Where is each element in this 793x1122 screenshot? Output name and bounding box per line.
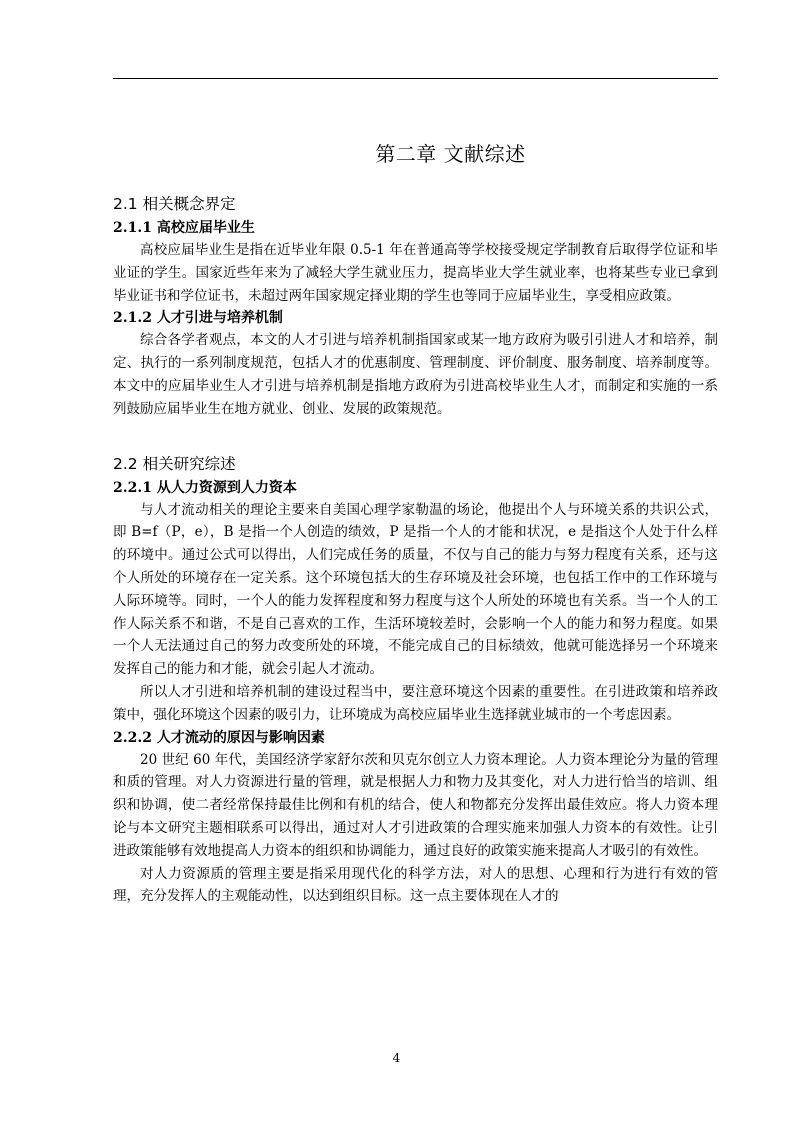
- section-2-2-1-title: 2.2.1 从人力资源到人力资本: [113, 479, 297, 496]
- header-rule: [113, 78, 718, 79]
- section-2-1-1-title: 2.1.1 高校应届毕业生: [113, 220, 255, 236]
- chapter-title: 第二章 文献综述: [375, 142, 526, 166]
- section-2-2-title: 2.2 相关研究综述: [113, 454, 236, 473]
- page-content: [113, 138, 718, 908]
- section-2-2-2-paragraph-2: 对人力资源质的管理主要是指采用现代化的科学方法，对人的思想、心理和行为进行有效的管理，充分发挥人的主观能动性，以达到组织目标。这一点主要体现在人才的: [113, 865, 718, 905]
- section-2-1-2-title: 2.1.2 人才引进与培养机制: [113, 310, 283, 327]
- section-2-2-2-paragraph-1: 20 世纪 60 年代，美国经济学家舒尔茨和贝克尔创立人力资本理论。人力资本理论分为量的管理和质的管理。对人力资源进行量的管理，就是根据人力和物力及其变化，对人力进行恰当的培训、组织和协调，使二者经常保持最佳比例和有机的结合，使人和物都充分发挥出最佳效应。将人力资本理论与本文研究主题相联系可以得出，通过对人才引进政策的合理实施来加强人力资本的有效性。让引进政策能够有效地提高人力资本的组织和协调能力，通过良好的政策实施来提高人才吸引的有效性。: [113, 751, 718, 859]
- section-2-2-1-paragraph-1: 与人才流动相关的理论主要来自美国心理学家勒温的场论，他提出个人与环境关系的共识公式，即 B=f（P，e），B 是指一个人创造的绩效，P 是指一个人的才能和状况，e 是指这个人处于什么样的环境中。通过公式可以得出，人们完成任务的质量，不仅与自己的能力与努力程度有关系，还与这个人所处的环境存在一定关系。这个环境包括大的生存环境及社会环境，也包括工作中的工作环境与人际环境等。同时，一个人的能力发挥程度和努力程度与这个人所处的环境也有关系。当一个人的工作人际关系不和谐，不是自己喜欢的工作，生活环境较差时，会影响一个人的能力和努力程度。如果一个人无法通过自己的努力改变所处的环境，不能完成自己的目标绩效，他就可能选择另一个环境来发挥自己的能力和才能，就会引起人才流动。: [113, 501, 718, 678]
- section-2-1-2-paragraph: 综合各学者观点，本文的人才引进与培养机制指国家或某一地方政府为吸引引进人才和培养，制定、执行的一系列制度规范，包括人才的优惠制度、管理制度、评价制度、服务制度、培养制度等。本文中的应届毕业生人才引进与培养机制是指地方政府为引进高校毕业生人才，而制定和实施的一系列鼓励应届毕业生在地方就业、创业、发展的政策规范。: [113, 332, 718, 417]
- section-gap: [113, 421, 718, 451]
- section-2-2-2-title: 2.2.2 人才流动的原因与影响因素: [113, 729, 325, 746]
- page-number: 4: [392, 1051, 401, 1065]
- section-2-2-1-paragraph-2: 所以人才引进和培养机制的建设过程当中，要注意环境这个因素的重要性。在引进政策和培养政策中，强化环境这个因素的吸引力，让环境成为高校应届毕业生选择就业城市的一个考虑因素。: [113, 683, 718, 723]
- section-2-1-title: 2.1 相关概念界定: [113, 195, 236, 213]
- section-2-1-1-paragraph: 高校应届毕业生是指在近毕业年限 0.5-1 年在普通高等学校接受规定学制教育后取得学位证和毕业证的学生。国家近些年来为了减轻大学生就业压力，提高毕业大学生就业率，也将某些专业已拿到毕业证书和学位证书，未超过两年国家规定择业期的学生也等同于应届毕业生，享受相应政策。: [113, 242, 718, 304]
